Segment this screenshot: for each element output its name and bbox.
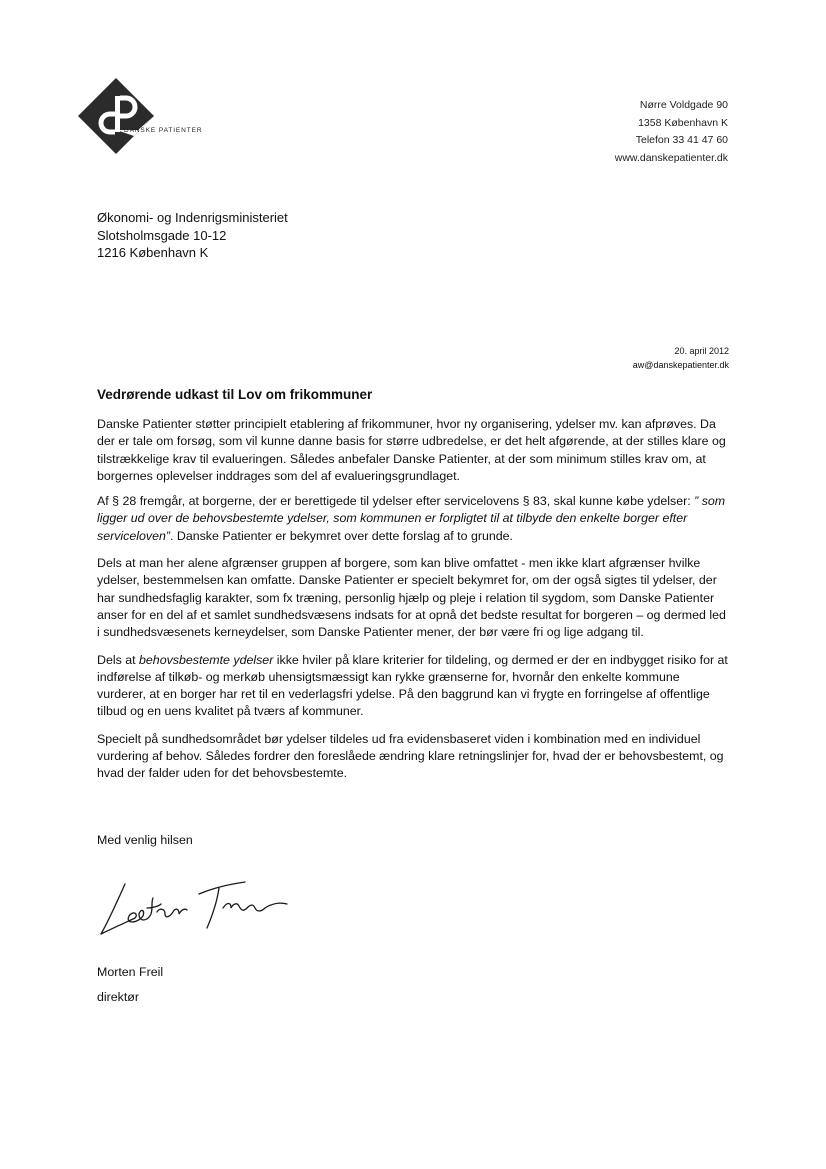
letter-body xyxy=(97,416,730,793)
sender-street: Nørre Voldgade 90 xyxy=(639,99,728,111)
recipient-address xyxy=(97,209,288,262)
paragraph-2-start: Af § 28 fremgår, at borgerne, der er berettigede til ydelser efter servicelovens § 83, skal kunne købe ydelser: xyxy=(97,494,695,509)
sender-phone: Telefon 33 41 47 60 xyxy=(635,134,728,146)
paragraph-3: Dels at man her alene afgrænser gruppen af borgere, som kan blive omfattet - men ikke klart afgrænser hvilke ydelser, bestemmelsen kan omfatte. Danske Patienter er specielt bekymret for, om der også sigtes til ydelser, der har sundhedsfaglig karakter, som fx træning, personlig hjælp og pleje i relation til sygdom, som Danske Patienter anser for en del af et samlet sundhedsvæsens indsats for at opnå det bedste resultat for borgeren – og dermed led i sundhedsvæsenets kerneydelser, som Danske Patienter mener, der bør være fri og lige adgang til. xyxy=(97,556,726,640)
paragraph-2-quote: ” som ligger ud over de behovsbestemte ydelser, som kommunen er forpligtet til at tilbyde den enkelte borger efter serviceloven” xyxy=(97,494,726,543)
paragraph-4-start: Dels at xyxy=(97,652,140,667)
sender-city: 1358 København K xyxy=(638,116,728,129)
danske-patienter-logo xyxy=(78,78,154,154)
letter-date: 20. april 2012 xyxy=(674,346,729,356)
recipient-city: 1216 København K xyxy=(97,245,209,260)
letter-meta xyxy=(633,344,729,372)
paragraph-4 xyxy=(97,652,730,721)
recipient-name: Økonomi- og Indenrigsministeriet xyxy=(97,210,288,225)
contact-email: aw@danskepatienter.dk xyxy=(632,360,729,370)
paragraph-4-end: ikke hviler på klare kriterier for tildeling, og dermed er der en indbygget risiko for at indførelse af tilkøb- og merkøb uhensigtsmæssigt kan rykke grænserne for, hvornår den enkelte kommune vurderer, at en borger har ret til en vederlagsfri ydelse. På den baggrund kan vi frygte en forringelse af offentlige tilbud og en uens kvalitet på tværs af kommuner. xyxy=(97,652,728,719)
closing-greeting: Med venlig hilsen xyxy=(97,833,193,847)
letter-subject: Vedrørende udkast til Lov om frikommuner xyxy=(97,387,373,402)
paragraph-1: Danske Patienter støtter principielt etablering af frikommuner, hvor ny organisering, ydelser mv. kan afprøves. Da der er tale om forsøg, som vil kunne danne basis for større udbredelse, er det helt afgørende, at der stilles klare og tilstrækkelige krav til evalueringen. Således anbefaler Danske Patienter, at der som minimum stilles krav om, at borgernes oplevelser inddrages som del af evalueringsgrundlaget. xyxy=(97,417,726,483)
handwritten-signature xyxy=(95,872,295,942)
paragraph-2-end: . Danske Patienter er bekymret over dette forslag af to grunde. xyxy=(170,528,513,543)
recipient-street: Slotsholmsgade 10-12 xyxy=(97,227,227,243)
signer-title: direktør xyxy=(97,990,139,1004)
logo-wordmark: DANSKE PATIENTER xyxy=(124,127,203,134)
paragraph-2 xyxy=(97,493,730,545)
paragraph-5: Specielt på sundhedsområdet bør ydelser tildeles ud fra evidensbaseret viden i kombination med en individuel vurdering af behov. Således fordrer den foreslåede ændring klare retningslinjer for, hvad der er behovsbestemt, og hvad der falder uden for det behovsbestemte. xyxy=(97,731,724,781)
signer-name: Morten Freil xyxy=(97,965,164,979)
sender-website: www.danskepatienter.dk xyxy=(614,151,728,164)
paragraph-4-emphasis: behovsbestemte ydelser xyxy=(139,652,274,667)
sender-address xyxy=(615,97,728,167)
